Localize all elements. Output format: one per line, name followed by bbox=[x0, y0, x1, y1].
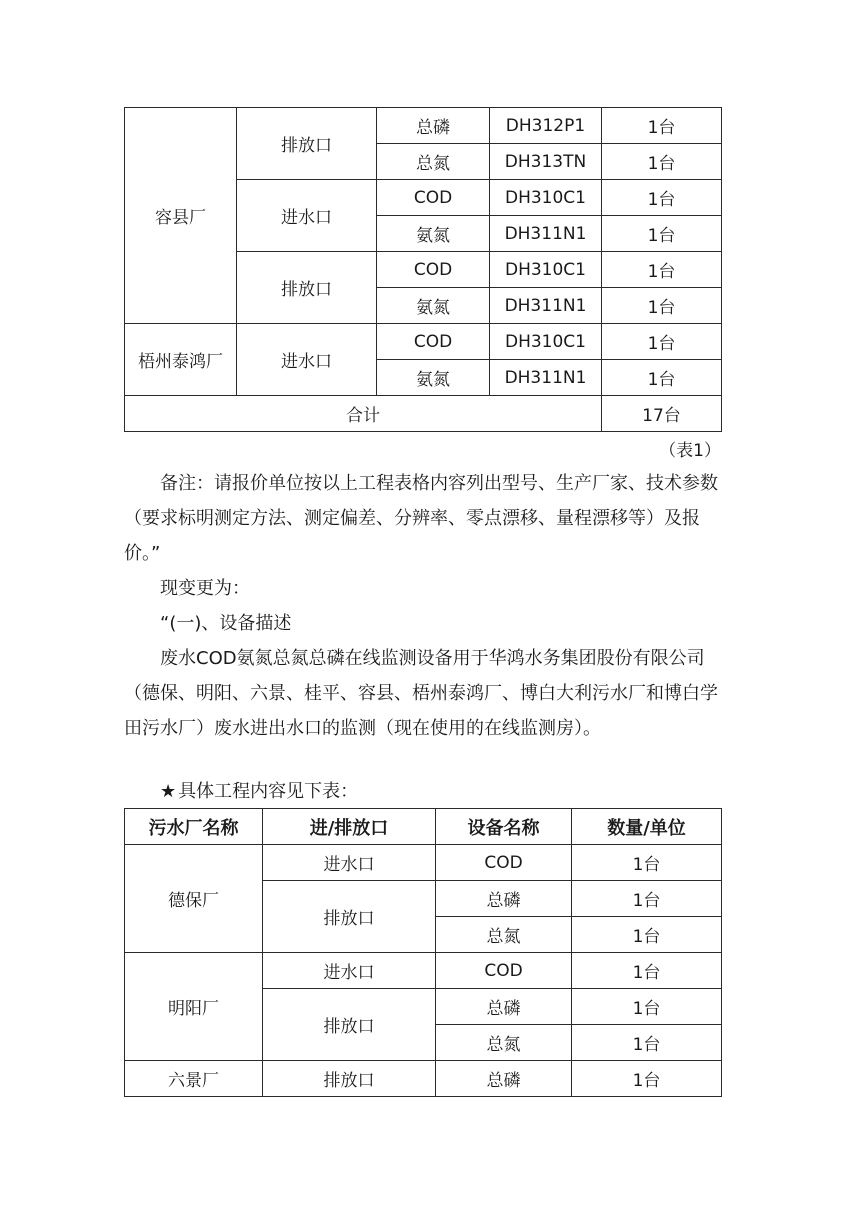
table-header-row bbox=[125, 809, 722, 845]
plant-name-cell: 容县厂 bbox=[125, 108, 237, 324]
item-cell: 氨氮 bbox=[377, 288, 490, 324]
model-cell: DH311N1 bbox=[490, 216, 602, 252]
quantity-cell: 1台 bbox=[602, 324, 722, 360]
item-cell: COD bbox=[377, 252, 490, 288]
table-row bbox=[125, 953, 722, 989]
model-cell: DH313TN bbox=[490, 144, 602, 180]
item-cell: 总氮 bbox=[436, 917, 572, 953]
quantity-cell: 1台 bbox=[572, 989, 722, 1025]
port-cell: 排放口 bbox=[263, 1061, 436, 1097]
quantity-cell: 1台 bbox=[572, 917, 722, 953]
port-cell: 排放口 bbox=[263, 989, 436, 1061]
item-cell: 总磷 bbox=[436, 989, 572, 1025]
port-cell: 排放口 bbox=[237, 252, 377, 324]
quantity-cell: 1台 bbox=[572, 845, 722, 881]
note-paragraph bbox=[124, 466, 724, 571]
note-text: 备注：请报价单位按以上工程表格内容列出型号、生产厂家、技术参数（要求标明测定方法、测定偏差、分辨率、零点漂移、量程漂移等）及报价。” bbox=[124, 473, 718, 564]
header-port: 进/排放口 bbox=[263, 809, 436, 845]
quantity-cell: 1台 bbox=[602, 216, 722, 252]
quantity-cell: 1台 bbox=[602, 288, 722, 324]
quantity-cell: 1台 bbox=[602, 252, 722, 288]
change-heading-block bbox=[124, 571, 724, 606]
equipment-model-table bbox=[124, 107, 722, 432]
port-cell: 进水口 bbox=[237, 324, 377, 396]
table-intro-line bbox=[124, 774, 724, 809]
change-heading: 现变更为： bbox=[160, 578, 250, 599]
model-cell: DH310C1 bbox=[490, 180, 602, 216]
quantity-cell: 1台 bbox=[572, 1025, 722, 1061]
quantity-cell: 1台 bbox=[572, 953, 722, 989]
plant-name-cell: 六景厂 bbox=[125, 1061, 263, 1097]
model-cell: DH311N1 bbox=[490, 288, 602, 324]
port-cell: 进水口 bbox=[263, 845, 436, 881]
model-cell: DH312P1 bbox=[490, 108, 602, 144]
model-cell: DH310C1 bbox=[490, 252, 602, 288]
section-title-block bbox=[124, 606, 724, 641]
port-cell: 进水口 bbox=[237, 180, 377, 252]
header-plant: 污水厂名称 bbox=[125, 809, 263, 845]
header-equipment: 设备名称 bbox=[436, 809, 572, 845]
item-cell: 氨氮 bbox=[377, 216, 490, 252]
plant-name-cell: 德保厂 bbox=[125, 845, 263, 953]
table-row bbox=[125, 1061, 722, 1097]
item-cell: 氨氮 bbox=[377, 360, 490, 396]
table-row bbox=[125, 845, 722, 881]
table-intro-text: 具体工程内容见下表： bbox=[178, 781, 359, 802]
model-cell: DH311N1 bbox=[490, 360, 602, 396]
total-label-cell: 合计 bbox=[125, 396, 602, 432]
item-cell: COD bbox=[377, 324, 490, 360]
item-cell: 总氮 bbox=[436, 1025, 572, 1061]
table-row bbox=[125, 324, 722, 360]
port-cell: 排放口 bbox=[263, 881, 436, 953]
item-cell: 总磷 bbox=[377, 108, 490, 144]
total-row bbox=[125, 396, 722, 432]
item-cell: 总磷 bbox=[436, 881, 572, 917]
header-quantity: 数量/单位 bbox=[572, 809, 722, 845]
quantity-cell: 1台 bbox=[602, 144, 722, 180]
item-cell: COD bbox=[436, 845, 572, 881]
table-row bbox=[125, 108, 722, 144]
star-icon: ★ bbox=[160, 781, 177, 802]
model-cell: DH310C1 bbox=[490, 324, 602, 360]
project-content-table bbox=[124, 808, 722, 1097]
quantity-cell: 1台 bbox=[572, 881, 722, 917]
plant-name-cell: 明阳厂 bbox=[125, 953, 263, 1061]
section-title: “(一)、设备描述 bbox=[160, 613, 292, 634]
quantity-cell: 1台 bbox=[602, 108, 722, 144]
description-text: 废水COD氨氮总氮总磷在线监测设备用于华鸿水务集团股份有限公司（德保、明阳、六景、桂平、容县、梧州泰鸿厂、博白大利污水厂和博白学田污水厂）废水进出水口的监测（现在使用的在线监测房）。 bbox=[124, 648, 718, 739]
port-cell: 排放口 bbox=[237, 108, 377, 180]
quantity-cell: 1台 bbox=[602, 180, 722, 216]
description-paragraph bbox=[124, 641, 724, 746]
item-cell: COD bbox=[436, 953, 572, 989]
item-cell: 总磷 bbox=[436, 1061, 572, 1097]
item-cell: COD bbox=[377, 180, 490, 216]
quantity-cell: 1台 bbox=[572, 1061, 722, 1097]
table-intro-block bbox=[124, 774, 724, 809]
quantity-cell: 1台 bbox=[602, 360, 722, 396]
plant-name-cell: 梧州泰鸿厂 bbox=[125, 324, 237, 396]
item-cell: 总氮 bbox=[377, 144, 490, 180]
total-value-cell: 17台 bbox=[602, 396, 722, 432]
port-cell: 进水口 bbox=[263, 953, 436, 989]
table-caption: （表1） bbox=[659, 441, 721, 461]
